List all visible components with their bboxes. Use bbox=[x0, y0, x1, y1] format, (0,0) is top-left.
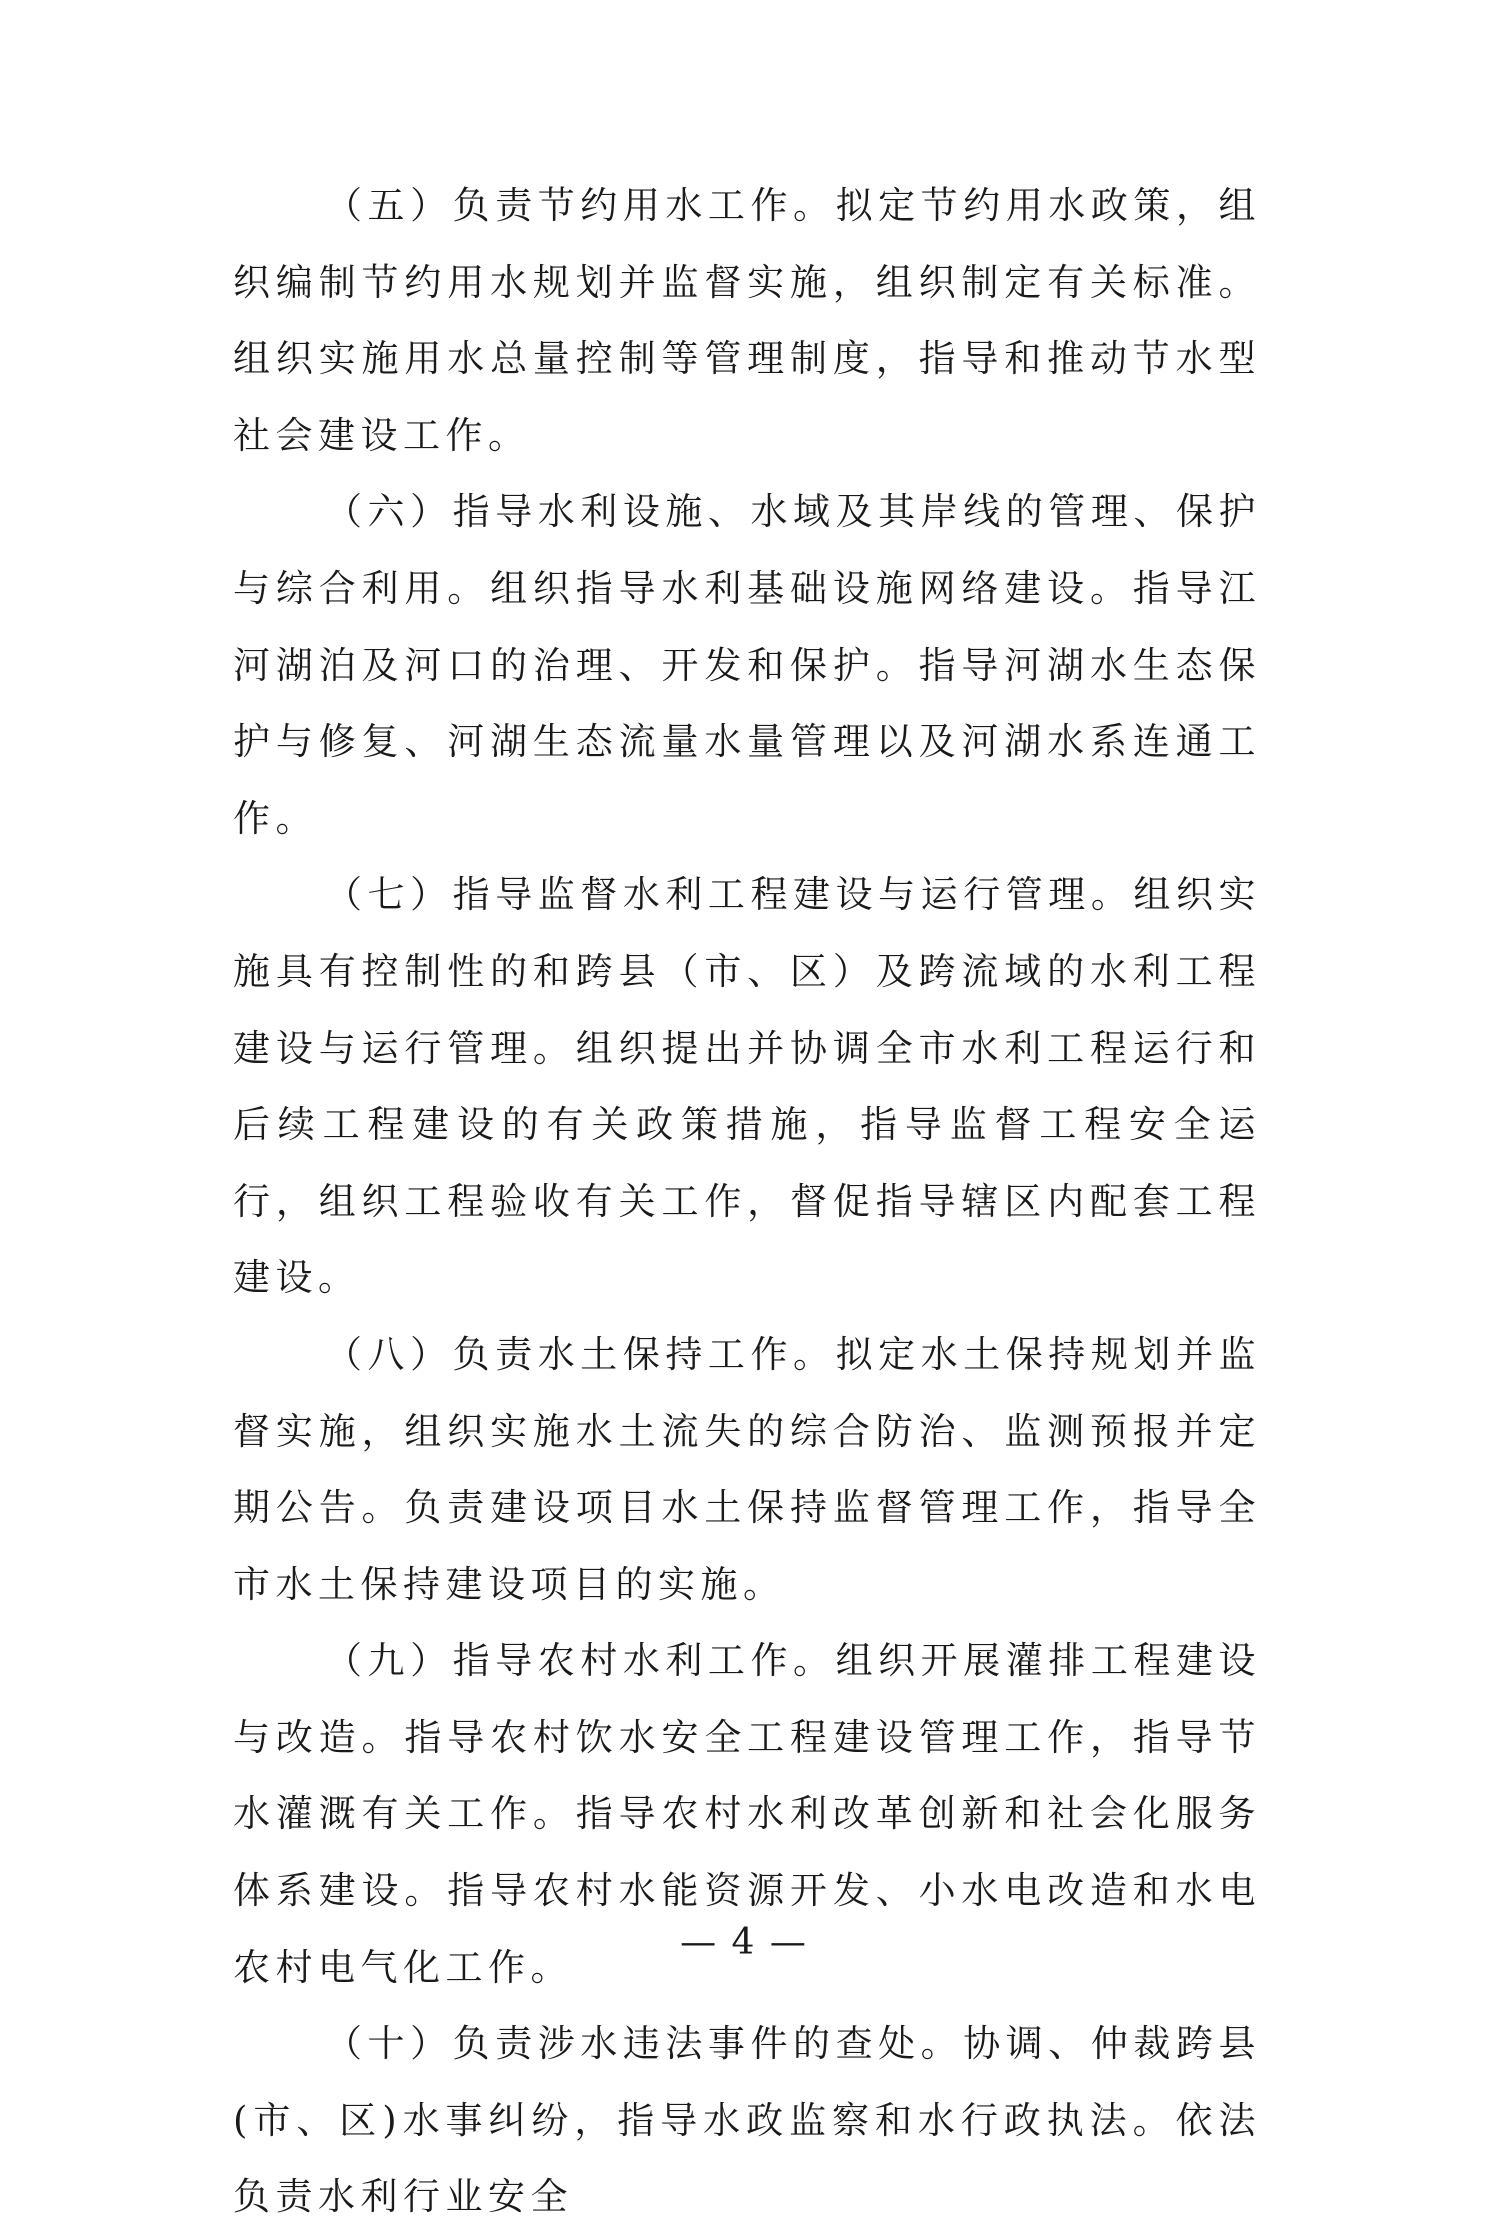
paragraph-item-7: （七）指导监督水利工程建设与运行管理。组织实施具有控制性的和跨县（市、区）及跨流域的水利工程建设与运行管理。组织提出并协调全市水利工程运行和后续工程建设的有关政策措施，指导监督工程安全运行，组织工程验收有关工作，督促指导辖区内配套工程建设。 bbox=[233, 873, 1261, 1300]
page-number: — 4 — bbox=[680, 1922, 808, 1963]
paragraph-item-9: （九）指导农村水利工作。组织开展灌排工程建设与改造。指导农村饮水安全工程建设管理工作，指导节水灌溉有关工作。指导农村水利改革创新和社会化服务体系建设。指导农村水能资源开发、小水电改造和水电农村电气化工作。 bbox=[233, 1639, 1261, 1989]
paragraph-item-6: （六）指导水利设施、水域及其岸线的管理、保护与综合利用。组织指导水利基础设施网络建设。指导江河湖泊及河口的治理、开发和保护。指导河湖水生态保护与修复、河湖生态流量水量管理以及河湖水系连通工作。 bbox=[233, 490, 1261, 840]
paragraph-item-8: （八）负责水土保持工作。拟定水土保持规划并监督实施，组织实施水土流失的综合防治、监测预报并定期公告。负责建设项目水土保持监督管理工作，指导全市水土保持建设项目的实施。 bbox=[233, 1332, 1261, 1606]
paragraph-item-5: （五）负责节约用水工作。拟定节约用水政策，组织编制节约用水规划并监督实施，组织制定有关标准。组织实施用水总量控制等管理制度，指导和推动节水型社会建设工作。 bbox=[233, 184, 1261, 457]
paragraph-item-10: （十）负责涉水违法事件的查处。协调、仲裁跨县(市、区)水事纠纷，指导水政监察和水行政执法。依法负责水利行业安全 bbox=[233, 2022, 1261, 2219]
